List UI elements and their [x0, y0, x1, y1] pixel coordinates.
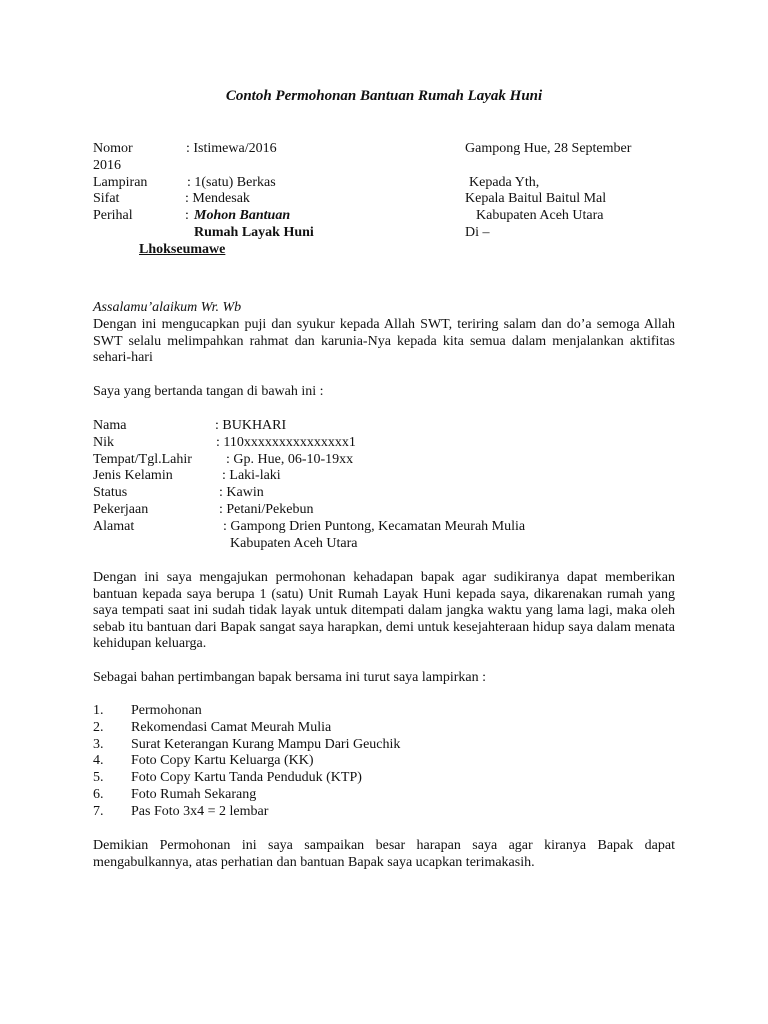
place-date: Gampong Hue, 28 September — [465, 141, 632, 156]
list-item-number: 5. — [93, 770, 104, 785]
perihal-colon: : — [185, 208, 189, 223]
list-item: Foto Copy Kartu Tanda Penduduk (KTP) — [131, 770, 362, 785]
perihal-value-line-2: Rumah Layak Huni — [194, 225, 314, 240]
identity-value: : Petani/Pekebun — [219, 502, 314, 517]
list-item-number: 7. — [93, 804, 104, 819]
closing-paragraph: Demikian Permohonan ini saya sampaikan besar harapan saya agar kiranya Bapak dapat mengabulkannya, atas perhatian dan bantuan Bapak saya ucapkan terimakasih. — [93, 838, 675, 870]
identity-value: : Gampong Drien Puntong, Kecamatan Meurah Mulia — [223, 519, 526, 534]
list-item: Surat Keterangan Kurang Mampu Dari Geuchik — [131, 737, 401, 752]
list-item: Pas Foto 3x4 = 2 lembar — [131, 804, 269, 819]
list-item-number: 1. — [93, 703, 104, 718]
list-item: Foto Copy Kartu Keluarga (KK) — [131, 753, 314, 768]
request-paragraph: Dengan ini saya mengajukan permohonan kehadapan bapak agar sudikiranya dapat memberikan bantuan kepada saya berupa 1 (satu) Unit Rumah Layak Huni kepada saya, dikarenakan rumah yang saya tempati saat ini sudah tidak layak untuk ditempati dalam jangka waktu yang lama lagi, maka oleh sebab itu bantuan dari Bapak sangat saya harapkan, demi untuk kesejahteraan hidup saya dalam menata kehidupan keluarga. — [93, 570, 675, 652]
date-year-wrap: 2016 — [93, 158, 121, 173]
document-title: Contoh Permohonan Bantuan Rumah Layak Huni — [225, 88, 543, 104]
address-line-2: Kabupaten Aceh Utara — [230, 536, 358, 551]
identity-label: Nik — [93, 435, 114, 450]
recipient-line-4: Di – — [465, 225, 490, 240]
perihal-label: Perihal — [93, 208, 133, 223]
list-item: Foto Rumah Sekarang — [131, 787, 257, 802]
lampiran-value: : 1(satu) Berkas — [187, 175, 276, 190]
identity-value: : Kawin — [219, 485, 264, 500]
identity-value: : BUKHARI — [215, 418, 287, 433]
sifat-value: : Mendesak — [185, 191, 250, 206]
lampiran-label: Lampiran — [93, 175, 148, 190]
opening-paragraph: Dengan ini mengucapkan puji dan syukur kepada Allah SWT, teriring salam dan do’a semoga Allah SWT selalu melimpahkan rahmat dan karunia-Nya kepada kita semua dalam menjalankan aktifitas sehari-hari — [93, 317, 675, 366]
identity-label: Jenis Kelamin — [93, 468, 173, 483]
identity-value: : Gp. Hue, 06-10-19xx — [226, 452, 354, 467]
identity-label: Tempat/Tgl.Lahir — [93, 452, 192, 467]
identity-value: : 110xxxxxxxxxxxxxxx1 — [216, 435, 356, 450]
nomor-value: : Istimewa/2016 — [186, 141, 277, 156]
sifat-label: Sifat — [93, 191, 120, 206]
recipient-line-2: Kepala Baitul Baitul Mal — [465, 191, 607, 206]
identity-value: : Laki-laki — [222, 468, 281, 483]
intro-line: Saya yang bertanda tangan di bawah ini : — [93, 384, 324, 399]
list-item-number: 4. — [93, 753, 104, 768]
list-item-number: 2. — [93, 720, 104, 735]
recipient-line-3: Kabupaten Aceh Utara — [476, 208, 604, 223]
list-item-number: 3. — [93, 737, 104, 752]
identity-label: Alamat — [93, 519, 135, 534]
list-item: Rekomendasi Camat Meurah Mulia — [131, 720, 332, 735]
greeting: Assalamu’alaikum Wr. Wb — [93, 300, 242, 315]
attachments-intro: Sebagai bahan pertimbangan bapak bersama ini turut saya lampirkan : — [93, 670, 487, 685]
list-item-number: 6. — [93, 787, 104, 802]
perihal-value-line-1: Mohon Bantuan — [194, 208, 291, 223]
identity-label: Status — [93, 485, 128, 500]
recipient-city: Lhokseumawe — [139, 242, 226, 257]
identity-label: Nama — [93, 418, 127, 433]
identity-label: Pekerjaan — [93, 502, 149, 517]
recipient-line-1: Kepada Yth, — [469, 175, 540, 190]
list-item: Permohonan — [131, 703, 202, 718]
nomor-label: Nomor — [93, 141, 133, 156]
